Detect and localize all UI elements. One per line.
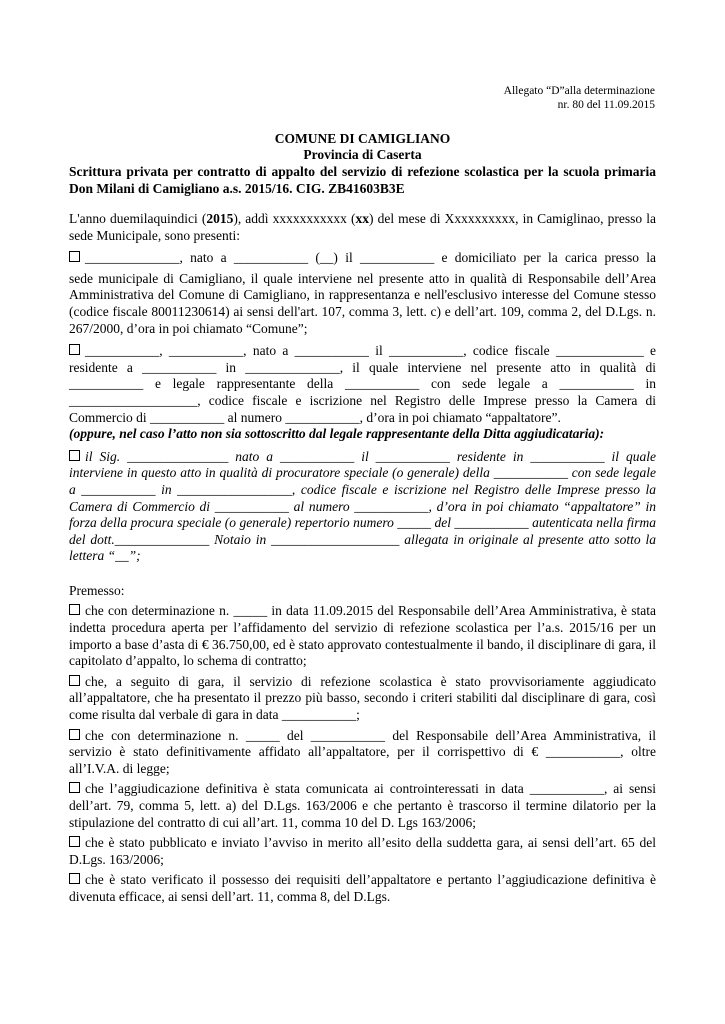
premesso-heading: Premesso: — [69, 582, 125, 598]
allegato-line-1: Allegato “D”alla determinazione — [503, 85, 655, 97]
document-header — [0, 131, 725, 163]
checkbox-icon[interactable] — [69, 344, 80, 355]
alternative-note: (oppure, nel caso l’atto non sia sottoscritto dal legale rappresentante della Ditta aggiudicataria): — [69, 426, 605, 442]
intro-text-1: L'anno duemilaquindici ( — [69, 211, 207, 226]
checkbox-icon[interactable] — [69, 450, 80, 461]
contract-subject: Scrittura privata per contratto di appalto del servizio di refezione scolastica per la scuola primaria Don Milani di Camigliano a.s. 2015/16. CIG. ZB41603B3E — [69, 164, 656, 196]
checkbox-icon[interactable] — [69, 251, 80, 262]
premesso-item-4 — [69, 781, 656, 831]
premesso-item-text: che, a seguito di gara, il servizio di refezione scolastica è stato provvisoriamente aggiudicato all’appaltatore, che ha presentato il prezzo più basso, secondo i criteri stabiliti dal disciplinare di gara, così come risulta dal verbale di gara in data ___________; — [69, 673, 656, 723]
provincia-title: Provincia di Caserta — [303, 147, 422, 162]
document-body — [69, 211, 656, 906]
checkbox-icon[interactable] — [69, 729, 80, 740]
party-procuratore-text: il Sig. _______________ nato a ___________ il ___________ residente in ___________ il quale interviene in questo atto in qualità di procuratore speciale (o generale) della ___________ con sede legale a ___________ in _________________, codice fiscale e iscrizione nel Registro delle Imprese presso la Camera di Commercio di ___________ al numero ___________, d’ora in poi chiamato “appaltatore” in forza della procura speciale (o generale) repertorio numero _____ del ___________ autenticata nella firma del dott.______________ Notaio in ___________________ allegata in originale al presente atto sotto la lettera “__”; — [69, 448, 656, 564]
allegato-line-2: nr. 80 del 11.09.2015 — [557, 99, 655, 111]
premesso-item-6 — [69, 872, 656, 905]
premesso-item-text: che l’aggiudicazione definitiva è stata comunicata ai controinteressati in data ___________, ai sensi dell’art. 79, comma 5, lett. a) del D.Lgs. 163/2006 e che pertanto è trascorso il termine dilatorio per la stipulazione del contratto di cui all’art. 11, comma 10 del D. Lgs 163/2006; — [69, 781, 656, 830]
intro-year: 2015 — [206, 211, 234, 226]
checkbox-icon[interactable] — [69, 873, 80, 884]
premesso-item-3 — [69, 728, 656, 778]
party-comune-rest: sede municipale di Camigliano, il quale interviene nel presente atto in qualità di Responsabile dell’Area Amministrativa del Comune di Camigliano, in rappresentanza e nell'esclusivo interesse del Comune stesso (codice fiscale 80011230614) ai sensi dell'art. 107, comma 3, lett. c) e dell’art. 109, comma 2, del D.Lgs. n. 267/2000, d’ora in poi chiamato “Comune”; — [69, 270, 656, 336]
premesso-item-text: che con determinazione n. _____ in data 11.09.2015 del Responsabile dell’Area Amministrativa, è stata indetta procedura aperta per l’affidamento del servizio di refezione scolastica per l’a.s. 2015/16 per un importo a base d’asta di € 36.750,00, ed è stato approvato contestualmente il bando, il disciplinare di gara, il capitolato d’appalto, lo schema di contratto; — [69, 603, 656, 669]
allegato-note — [355, 84, 655, 112]
party-comune-text-1: ______________, nato a ___________ (__) il ___________ e domiciliato per la carica presso la — [85, 250, 656, 266]
intro-paragraph — [69, 211, 656, 244]
premesso-item-5 — [69, 835, 656, 868]
premesso-item-text: che con determinazione n. _____ del ___________ del Responsabile dell’Area Amministrativa, il servizio è stato definitivamente affidato all’appaltatore, per il corrispettivo di € ___________, oltre all’I.V.A. di legge; — [69, 727, 656, 776]
intro-text-3: ) del mese di Xxxxxxxxxx, in Camiglinao, presso la sede Municipale, sono presenti: — [69, 211, 656, 243]
intro-text-2: ), addì xxxxxxxxxxx ( — [233, 211, 356, 226]
premesso-item-text: che è stato verificato il possesso dei requisiti dell’appaltatore e pertanto l’aggiudicazione definitiva è divenuta efficace, ai sensi dell’art. 11, comma 8, del D.Lgs. — [69, 872, 656, 904]
checkbox-icon[interactable] — [69, 604, 80, 615]
checkbox-icon[interactable] — [69, 675, 80, 686]
party-procuratore — [69, 449, 656, 565]
checkbox-icon[interactable] — [69, 782, 80, 793]
comune-title: COMUNE DI CAMIGLIANO — [274, 131, 451, 146]
intro-day: xx — [355, 211, 369, 226]
premesso-item-text: che è stato pubblicato e inviato l’avviso in merito all’esito della suddetta gara, ai sensi dell’art. 65 del D.Lgs. 163/2006; — [69, 835, 656, 867]
premesso-item-1 — [69, 603, 656, 669]
checkbox-icon[interactable] — [69, 836, 80, 847]
party-appaltatore-text: ___________, ___________, nato a ___________ il ___________, codice fiscale _____________ e residente a ___________ in ______________, il quale interviene nel presente atto in qualità di ___________ e legale rappresentante della ___________ con sede legale a ___________ in ___________________, codice fiscale e iscrizione nel Registro delle Imprese presso la Camera di Commercio di ___________ al numero ___________, d’ora in poi chiamato “appaltatore”. — [69, 343, 656, 425]
party-comune-line1 — [69, 250, 656, 267]
party-appaltatore — [69, 343, 656, 426]
premesso-item-2 — [69, 674, 656, 724]
